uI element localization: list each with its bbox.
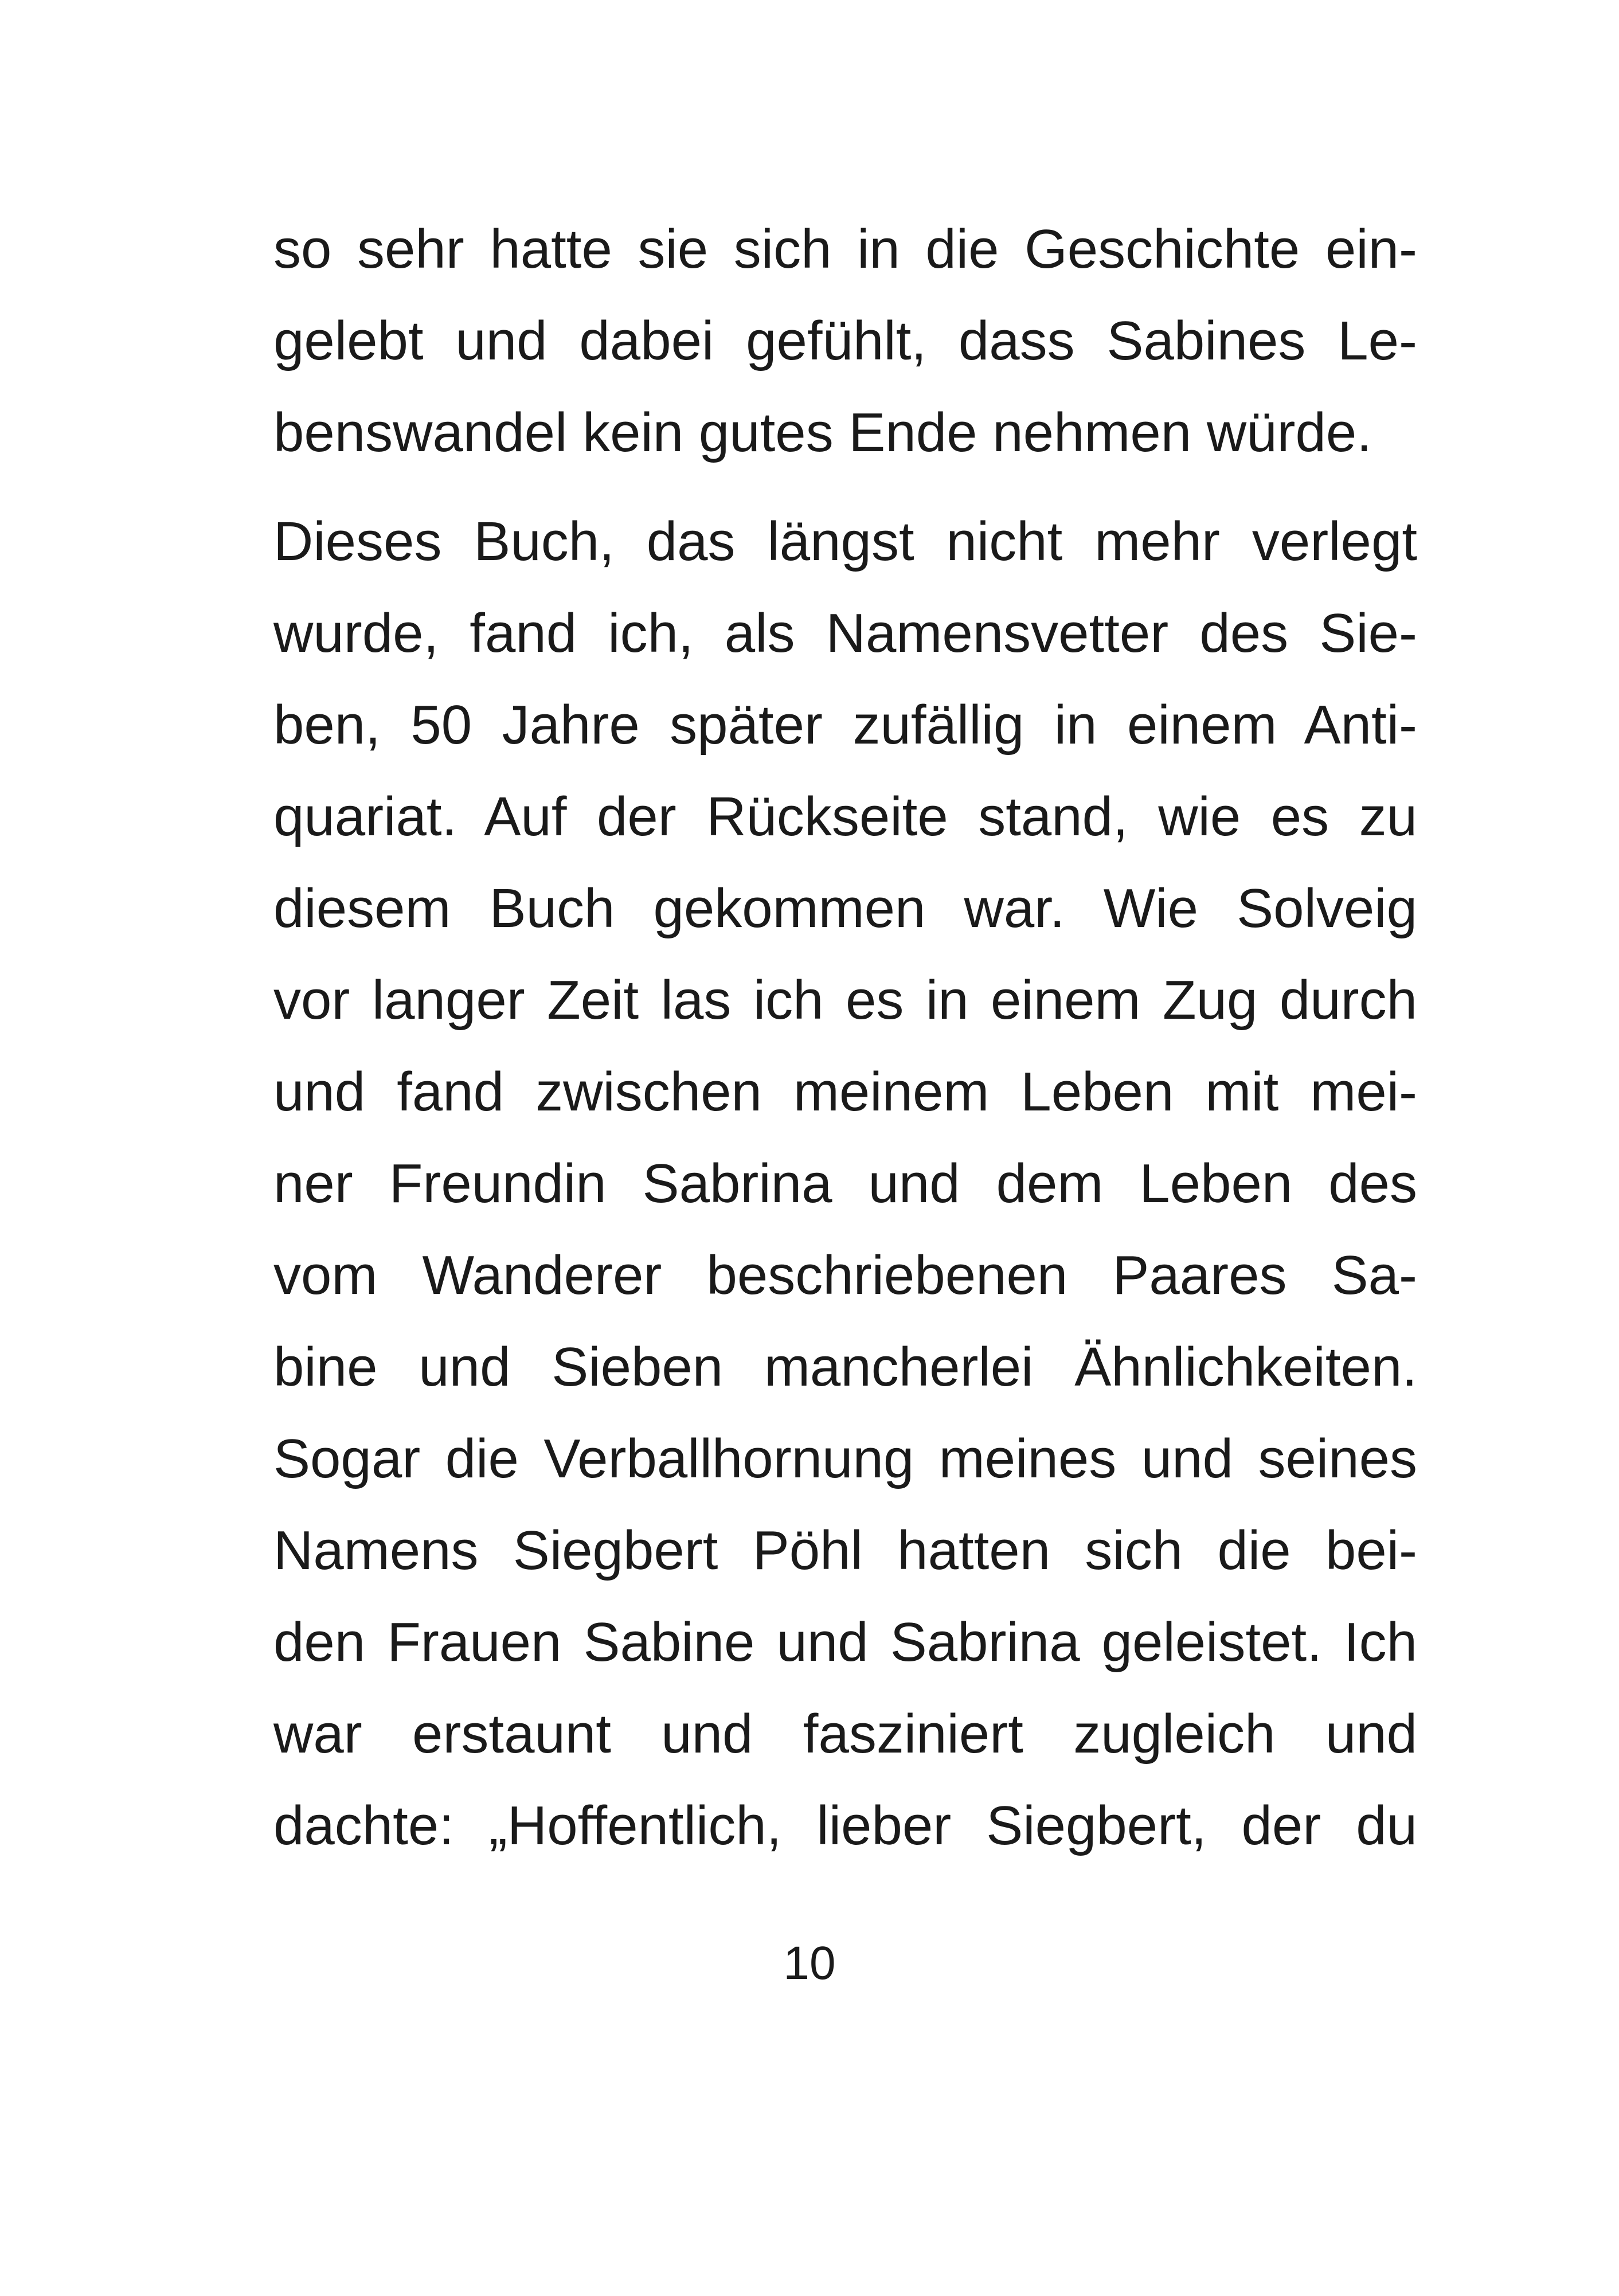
text-line: ner Freundin Sabrina und dem Leben des bbox=[273, 1153, 1417, 1214]
text-line: ben, 50 Jahre später zufällig in einem Anti- bbox=[273, 694, 1417, 756]
text-line: den Frauen Sabine und Sabrina geleistet. Ich bbox=[273, 1611, 1417, 1673]
text-line: gelebt und dabei gefühlt, dass Sabines Le- bbox=[273, 310, 1417, 371]
text-line: dachte: „Hoffentlich, lieber Siegbert, der du bbox=[273, 1795, 1417, 1856]
text-line: Dieses Buch, das längst nicht mehr verlegt bbox=[273, 511, 1417, 572]
text-line: Namens Siegbert Pöhl hatten sich die bei- bbox=[273, 1520, 1417, 1581]
text-line: bine und Sieben mancherlei Ähnlichkeiten. bbox=[273, 1336, 1417, 1398]
text-line: war erstaunt und fasziniert zugleich und bbox=[273, 1703, 1417, 1765]
text-line: vom Wanderer beschriebenen Paares Sa- bbox=[273, 1245, 1417, 1306]
text-line: diesem Buch gekommen war. Wie Solveig bbox=[273, 878, 1417, 939]
paragraph-gap bbox=[273, 479, 1417, 496]
text-line: vor langer Zeit las ich es in einem Zug durch bbox=[273, 969, 1417, 1031]
text-line: Sogar die Verballhornung meines und seines bbox=[273, 1428, 1417, 1489]
page-number: 10 bbox=[783, 1937, 836, 1989]
text-line: so sehr hatte sie sich in die Geschichte ein- bbox=[273, 218, 1417, 280]
text-line: quariat. Auf der Rückseite stand, wie es zu bbox=[273, 786, 1417, 847]
body-text bbox=[273, 204, 1417, 1872]
text-line: benswandel kein gutes Ende nehmen würde. bbox=[273, 402, 1372, 463]
text-line: wurde, fand ich, als Namensvetter des Sie- bbox=[273, 603, 1417, 664]
text-line: und fand zwischen meinem Leben mit mei- bbox=[273, 1061, 1417, 1122]
